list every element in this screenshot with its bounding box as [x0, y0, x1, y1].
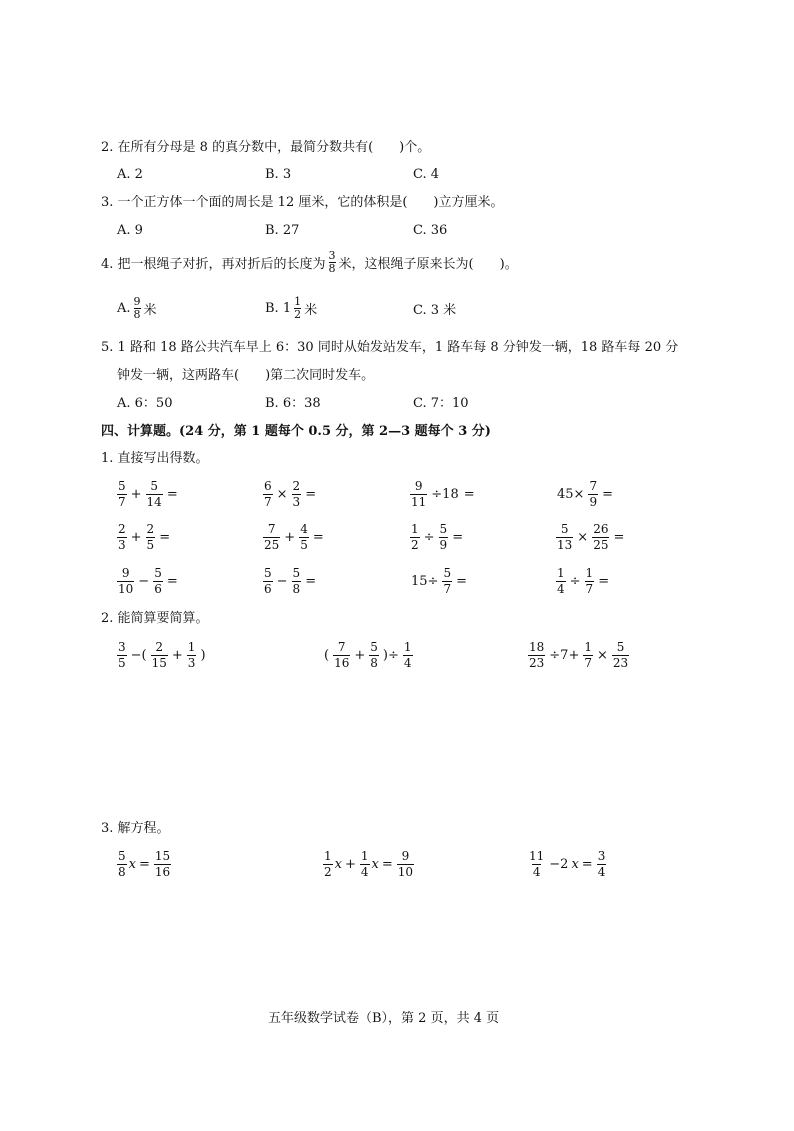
- q4-a-unit: 米: [143, 302, 157, 318]
- q5-stem-line2: 钟发一辆，这两路车( )第二次同时发车。: [117, 368, 375, 383]
- denominator: 2: [411, 537, 419, 552]
- calc-r3c3: [409, 567, 469, 595]
- calc-r1c4: [555, 480, 615, 508]
- q5-stem-line1: 5. 1 路和 18 路公共汽车早上 6：30 同时从始发站发车，1 路车每 8 分钟发一辆，18 路车每 20 分: [101, 340, 679, 355]
- denominator: 25: [264, 537, 280, 552]
- variable-x: x: [571, 856, 579, 872]
- numerator: 18: [529, 640, 545, 654]
- calc-r2c4: [555, 523, 626, 551]
- q4-b-den: 2: [294, 307, 302, 321]
- calc-r3c4: [555, 567, 611, 595]
- operator: ÷: [423, 529, 435, 545]
- equals-sign: =: [166, 573, 178, 589]
- operator: ×: [596, 647, 608, 663]
- operator: (: [324, 647, 330, 663]
- operator: −: [276, 573, 288, 589]
- q4-b-unit: 米: [304, 302, 318, 318]
- denominator: 4: [360, 864, 369, 879]
- numerator: 1: [187, 640, 196, 654]
- fraction: [397, 850, 414, 878]
- q4-a-prefix: A.: [117, 300, 131, 316]
- operator: ÷18: [431, 486, 459, 502]
- q2-option-a: A. 2: [117, 167, 143, 182]
- denominator: 4: [532, 864, 541, 879]
- simplify-expr-1: [116, 641, 208, 669]
- equals-sign: =: [613, 529, 625, 545]
- equals-sign: =: [381, 856, 393, 872]
- denominator: 4: [403, 655, 412, 670]
- operator: +: [344, 856, 356, 872]
- fraction: [588, 480, 598, 508]
- numerator: 5: [439, 522, 448, 536]
- variable-x: x: [334, 856, 342, 872]
- fraction: [556, 523, 573, 551]
- fraction: [292, 567, 302, 595]
- fraction: [333, 641, 350, 669]
- equals-sign: =: [166, 486, 178, 502]
- denominator: 6: [154, 581, 162, 596]
- q5-option-c: C. 7：10: [413, 396, 469, 411]
- fraction: [153, 567, 163, 595]
- equals-sign: =: [452, 529, 464, 545]
- fraction: [528, 850, 545, 878]
- calc-r1c3: [409, 480, 477, 508]
- fraction: [146, 523, 156, 551]
- numerator: 4: [300, 522, 308, 536]
- numerator: 9: [121, 566, 130, 580]
- numerator: 7: [589, 479, 598, 493]
- fraction: [292, 480, 302, 508]
- denominator: 3: [187, 655, 196, 670]
- denominator: 4: [597, 864, 606, 879]
- calc-r3c1: [116, 567, 180, 595]
- q4-b-fraction: [294, 296, 301, 320]
- variable-x: x: [128, 856, 136, 872]
- section4-heading: 四、计算题。(24 分，第 1 题每个 0.5 分，第 2—3 题每个 3 分): [101, 424, 491, 439]
- fraction: [117, 850, 127, 878]
- q4-option-b: [265, 296, 317, 320]
- q4-frac-num: 3: [328, 249, 336, 262]
- equation-3: [527, 850, 607, 878]
- fraction: [597, 850, 607, 878]
- fraction: [117, 480, 127, 508]
- numerator: 5: [264, 566, 272, 580]
- numerator: 7: [337, 640, 346, 654]
- calc-r1c2: [262, 480, 318, 508]
- numerator: 2: [292, 479, 301, 493]
- fraction: [117, 641, 127, 669]
- calc-r1c1: [116, 480, 180, 508]
- numerator: 9: [414, 479, 423, 493]
- operator: +: [284, 529, 296, 545]
- denominator: 8: [292, 581, 301, 596]
- operator: −: [138, 573, 150, 589]
- operator: ×: [276, 486, 288, 502]
- numerator: 5: [443, 566, 452, 580]
- fraction: [263, 567, 273, 595]
- fraction: [583, 641, 593, 669]
- equals-sign: =: [138, 856, 150, 872]
- denominator: 7: [118, 494, 126, 509]
- numerator: 1: [403, 640, 412, 654]
- equals-sign: =: [463, 486, 475, 502]
- numerator: 7: [267, 522, 276, 536]
- fraction: [263, 480, 273, 508]
- sub1-label: 1. 直接写出得数。: [101, 451, 209, 466]
- denominator: 7: [264, 494, 272, 509]
- numerator: 6: [264, 479, 272, 493]
- equation-1: [116, 850, 172, 878]
- simplify-expr-2: [322, 641, 414, 669]
- q4-option-c: C. 3 米: [413, 303, 457, 318]
- numerator: 1: [557, 566, 565, 580]
- q3-stem: 3. 一个正方体一个面的周长是 12 厘米，它的体积是( )立方厘米。: [101, 195, 504, 210]
- q4-stem-pre: 4. 把一根绳子对折，再对折后的长度为: [101, 256, 326, 272]
- numerator: 1: [584, 640, 592, 654]
- q4-stem-post: 米，这根绳子原来长为( )。: [338, 256, 518, 272]
- q2-option-b: B. 3: [265, 167, 292, 182]
- operator: ×: [577, 529, 589, 545]
- fraction: [154, 850, 171, 878]
- operator: 45×: [557, 486, 585, 502]
- numerator: 2: [118, 522, 126, 536]
- denominator: 8: [370, 655, 378, 670]
- operator: ÷: [569, 573, 581, 589]
- equals-sign: =: [312, 529, 324, 545]
- denominator: 9: [439, 537, 448, 552]
- operator: ÷7+: [549, 647, 580, 663]
- calc-r2c1: [116, 523, 172, 551]
- numerator: 15: [154, 849, 171, 863]
- numerator: 1: [585, 566, 594, 580]
- fraction: [585, 567, 595, 595]
- q3-option-b: B. 27: [265, 223, 300, 238]
- denominator: 3: [118, 537, 126, 552]
- q2-stem: 2. 在所有分母是 8 的真分数中，最简分数共有( )个。: [101, 140, 431, 155]
- equals-sign: =: [305, 486, 317, 502]
- q2-option-c: C. 4: [413, 167, 440, 182]
- denominator: 9: [589, 494, 598, 509]
- numerator: 5: [616, 640, 625, 654]
- denominator: 8: [118, 864, 126, 879]
- numerator: 5: [150, 479, 158, 493]
- fraction: [263, 523, 280, 551]
- denominator: 5: [146, 537, 155, 552]
- numerator: 26: [593, 522, 609, 536]
- fraction: [592, 523, 609, 551]
- denominator: 10: [397, 864, 414, 879]
- q3-option-a: A. 9: [117, 223, 143, 238]
- numerator: 9: [401, 849, 410, 863]
- denominator: 7: [585, 581, 594, 596]
- q5-option-b: B. 6：38: [265, 396, 321, 411]
- operator: +: [130, 486, 142, 502]
- operator: )÷: [382, 647, 399, 663]
- fraction: [403, 641, 413, 669]
- calc-r3c2: [262, 567, 318, 595]
- fraction: [369, 641, 379, 669]
- numerator: 5: [118, 479, 126, 493]
- denominator: 7: [584, 655, 592, 670]
- fraction: [360, 850, 370, 878]
- calc-r2c3: [409, 523, 465, 551]
- q4-option-a: [117, 296, 157, 320]
- fraction: [187, 641, 197, 669]
- denominator: 11: [411, 494, 427, 509]
- q4-frac-den: 8: [328, 261, 336, 275]
- denominator: 5: [118, 655, 126, 670]
- fraction: [556, 567, 566, 595]
- denominator: 2: [324, 864, 332, 879]
- denominator: 14: [146, 494, 162, 509]
- equals-sign: =: [305, 573, 317, 589]
- sub2-label: 2. 能简算要简算。: [101, 611, 209, 626]
- numerator: 5: [560, 522, 569, 536]
- fraction: [117, 523, 127, 551]
- denominator: 7: [443, 581, 452, 596]
- denominator: 13: [557, 537, 573, 552]
- q4-stem-fraction: [329, 250, 336, 274]
- fraction: [439, 523, 449, 551]
- q4-stem: [101, 250, 518, 274]
- denominator: 5: [300, 537, 308, 552]
- q4-b-num: 1: [294, 295, 302, 308]
- numerator: 11: [529, 849, 545, 863]
- operator: −(: [130, 647, 147, 663]
- fraction: [410, 523, 420, 551]
- denominator: 6: [264, 581, 272, 596]
- equals-sign: =: [598, 573, 610, 589]
- simplify-expr-3: [527, 641, 630, 669]
- denominator: 16: [154, 864, 171, 879]
- calc-r2c2: [262, 523, 326, 551]
- denominator: 23: [529, 655, 545, 670]
- operator: ): [200, 647, 206, 663]
- operator: +: [171, 647, 183, 663]
- denominator: 16: [334, 655, 350, 670]
- numerator: 1: [360, 849, 369, 863]
- numerator: 3: [118, 640, 126, 654]
- operator: +: [354, 647, 366, 663]
- fraction: [299, 523, 309, 551]
- page-footer: 五年级数学试卷（B），第 2 页，共 4 页: [268, 1011, 500, 1026]
- operator: 15÷: [411, 573, 439, 589]
- numerator: 3: [597, 849, 606, 863]
- fraction: [612, 641, 629, 669]
- numerator: 1: [411, 522, 419, 536]
- denominator: 25: [593, 537, 609, 552]
- denominator: 15: [151, 655, 167, 670]
- numerator: 5: [370, 640, 378, 654]
- operator: +: [130, 529, 142, 545]
- variable-x: x: [371, 856, 379, 872]
- q4-a-num: 9: [133, 295, 141, 308]
- numerator: 1: [324, 849, 332, 863]
- denominator: 23: [612, 655, 629, 670]
- denominator: 4: [557, 581, 565, 596]
- fraction: [442, 567, 452, 595]
- equation-2: [322, 850, 415, 878]
- fraction: [528, 641, 545, 669]
- equals-sign: =: [456, 573, 467, 589]
- numerator: 5: [292, 566, 301, 580]
- fraction: [146, 480, 163, 508]
- q4-b-prefix: B. 1: [265, 300, 292, 316]
- numerator: 5: [154, 566, 162, 580]
- equals-sign: =: [581, 856, 593, 872]
- numerator: 2: [146, 522, 155, 536]
- q5-option-a: A. 6：50: [117, 396, 173, 411]
- numerator: 2: [155, 640, 164, 654]
- q4-a-fraction: [134, 296, 141, 320]
- operator: −2: [549, 856, 569, 872]
- fraction: [151, 641, 168, 669]
- equals-sign: =: [159, 529, 171, 545]
- fraction: [410, 480, 427, 508]
- q3-option-c: C. 36: [413, 223, 448, 238]
- fraction: [323, 850, 333, 878]
- q4-a-den: 8: [133, 307, 141, 321]
- denominator: 3: [292, 494, 301, 509]
- numerator: 5: [118, 849, 126, 863]
- fraction: [117, 567, 134, 595]
- denominator: 10: [118, 581, 134, 596]
- equals-sign: =: [602, 486, 613, 502]
- sub3-label: 3. 解方程。: [101, 821, 170, 836]
